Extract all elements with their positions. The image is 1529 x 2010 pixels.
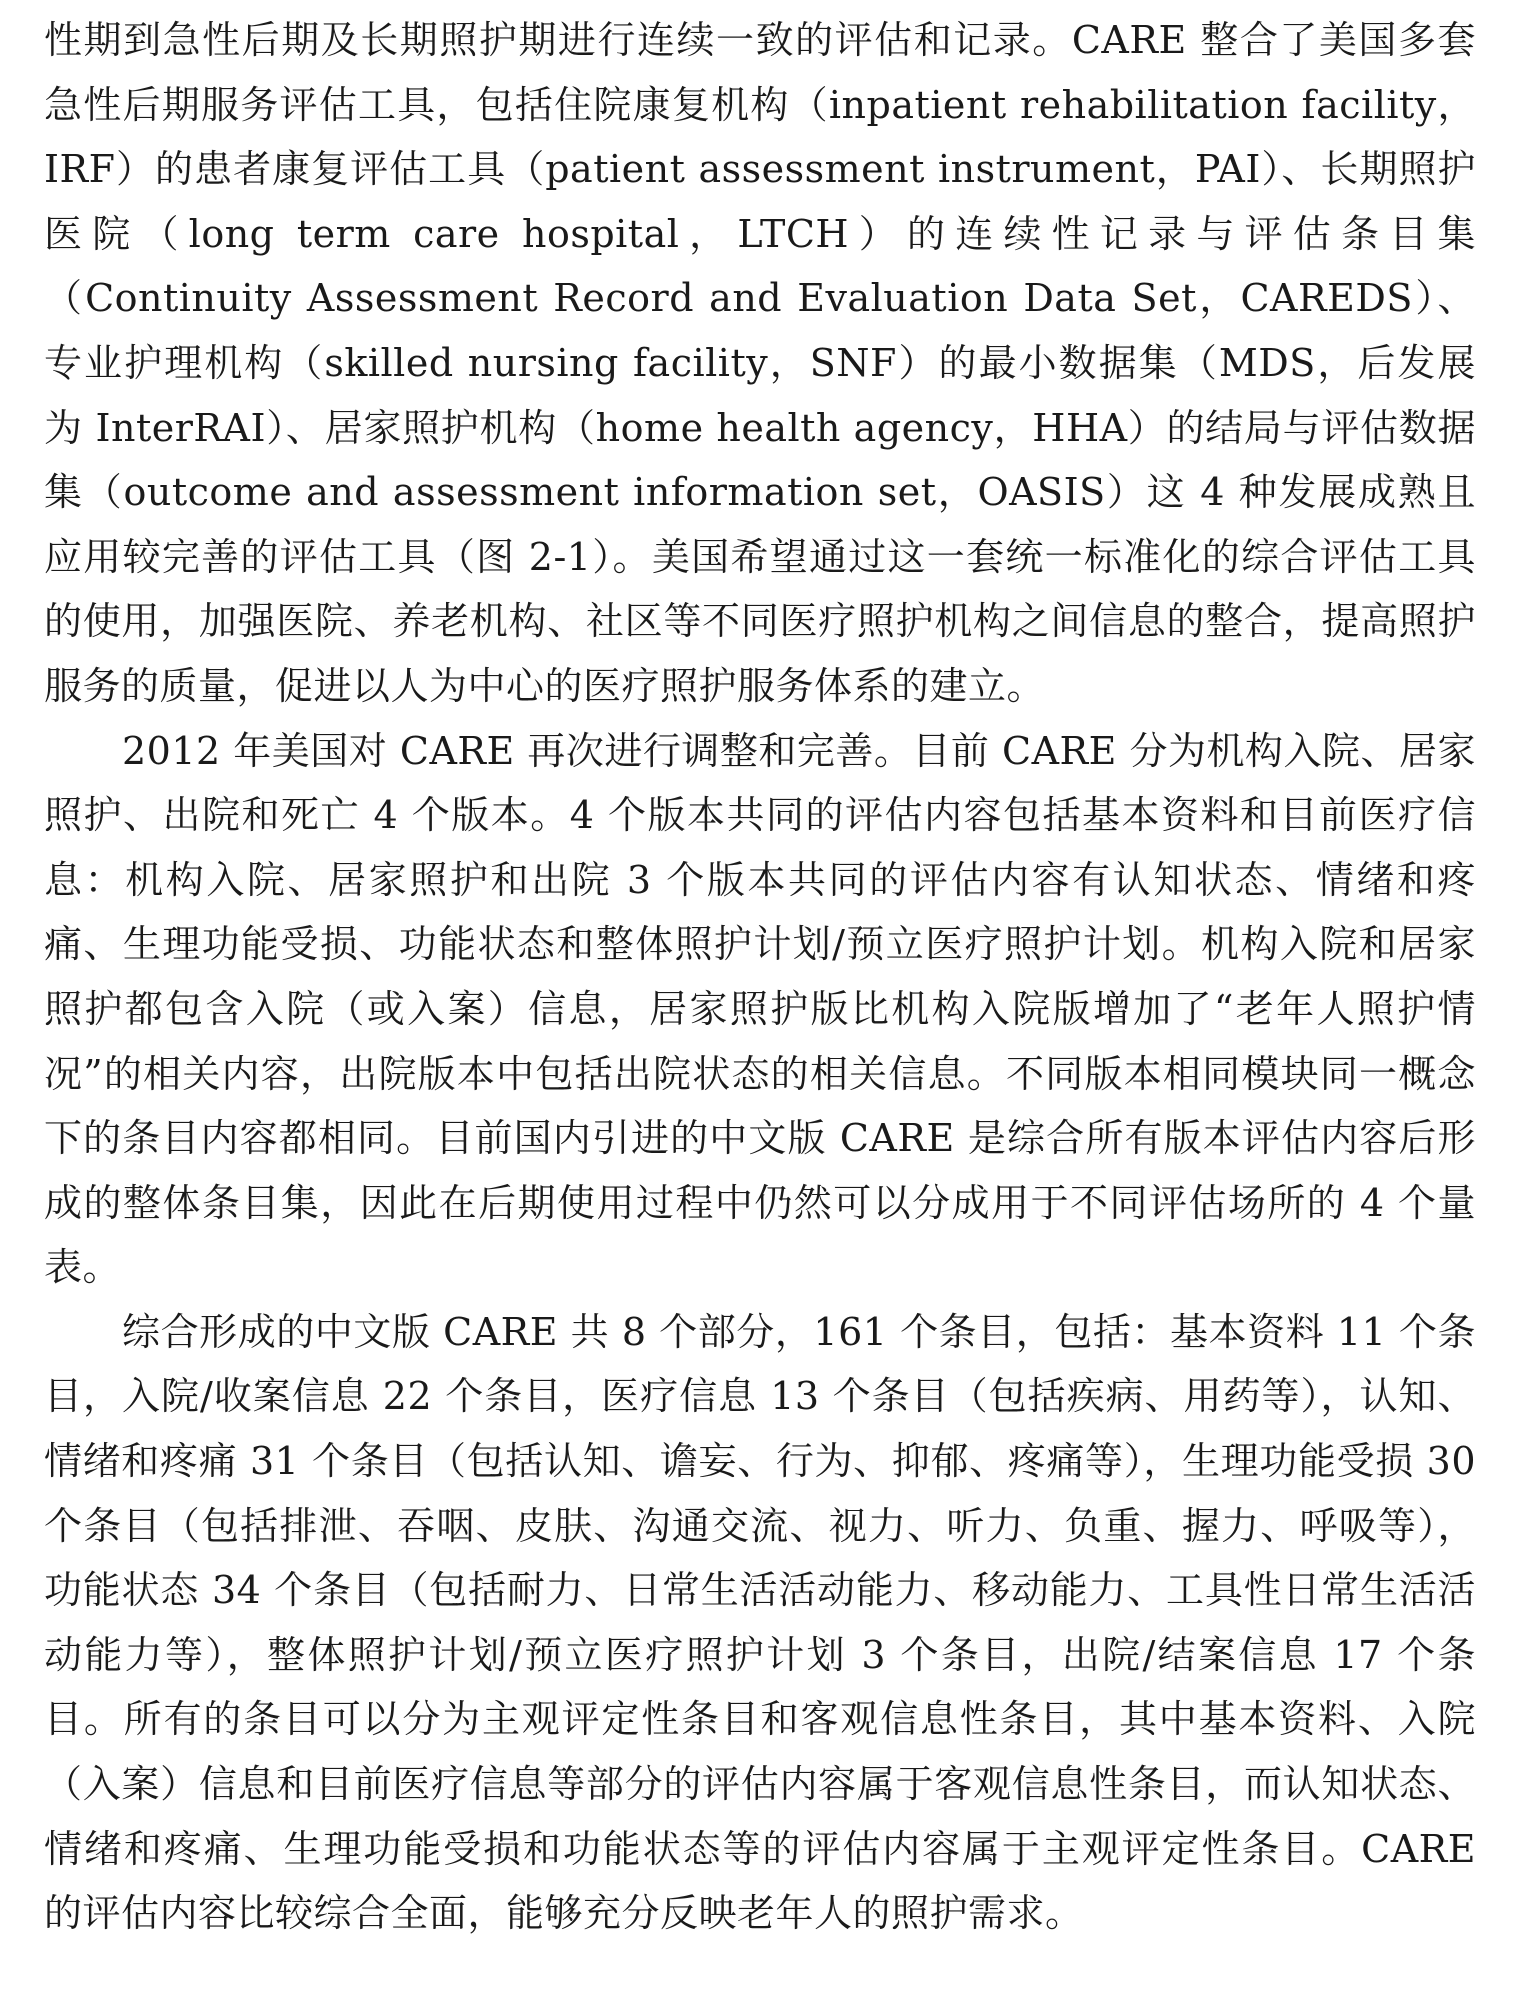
paragraph-chinese-care-structure: 综合形成的中文版 CARE 共 8 个部分，161 个条目，包括：基本资料 11 个条目，入院/收案信息 22 个条目，医疗信息 13 个条目（包括疾病、用药等），认知、情绪和疼痛 31 个条目（包括认知、谵妄、行为、抑郁、疼痛等），生理功能受损 30 个条目（包括排泄、吞咽、皮肤、沟通交流、视力、听力、负重、握力、呼吸等），功能状态 34 个条目（包括耐力、日常生活活动能力、移动能力、工具性日常生活活动能力等），整体照护计划/预立医疗照护计划 3 个条目，出院/结案信息 17 个条目。所有的条目可以分为主观评定性条目和客观信息性条目，其中基本资料、入院（入案）信息和目前医疗信息等部分的评估内容属于客观信息性条目，而认知状态、情绪和疼痛、生理功能受损和功能状态等的评估内容属于主观评定性条目。CARE 的评估内容比较综合全面，能够充分反映老年人的照护需求。 xyxy=(44,1309,1476,1936)
document-page xyxy=(44,8,1476,1946)
paragraph-continuation: 性期到急性后期及长期照护期进行连续一致的评估和记录。CARE 整合了美国多套急性后期服务评估工具，包括住院康复机构（inpatient rehabilitation facility，IRF）的患者康复评估工具（patient assessment instrument，PAI）、长期照护医院（long term care hospital，LTCH）的连续性记录与评估条目集（Continuity Assessment Record and Evaluation Data Set，CAREDS）、专业护理机构（skilled nursing facility，SNF）的最小数据集（MDS，后发展为 InterRAI）、居家照护机构（home health agency，HHA）的结局与评估数据集（outcome and assessment information set，OASIS）这 4 种发展成熟且应用较完善的评估工具（图 2-1）。美国希望通过这一套统一标准化的综合评估工具的使用，加强医院、养老机构、社区等不同医疗照护机构之间信息的整合，提高照护服务的质量，促进以人为中心的医疗照护服务体系的建立。 xyxy=(44,18,1476,708)
paragraph-care-2012-revision: 2012 年美国对 CARE 再次进行调整和完善。目前 CARE 分为机构入院、居家照护、出院和死亡 4 个版本。4 个版本共同的评估内容包括基本资料和目前医疗信息：机构入院、居家照护和出院 3 个版本共同的评估内容有认知状态、情绪和疼痛、生理功能受损、功能状态和整体照护计划/预立医疗照护计划。机构入院和居家照护都包含入院（或入案）信息，居家照护版比机构入院版增加了“老年人照护情况”的相关内容，出院版本中包括出院状态的相关信息。不同版本相同模块同一概念下的条目内容都相同。目前国内引进的中文版 CARE 是综合所有版本评估内容后形成的整体条目集，因此在后期使用过程中仍然可以分成用于不同评估场所的 4 个量表。 xyxy=(44,728,1476,1290)
